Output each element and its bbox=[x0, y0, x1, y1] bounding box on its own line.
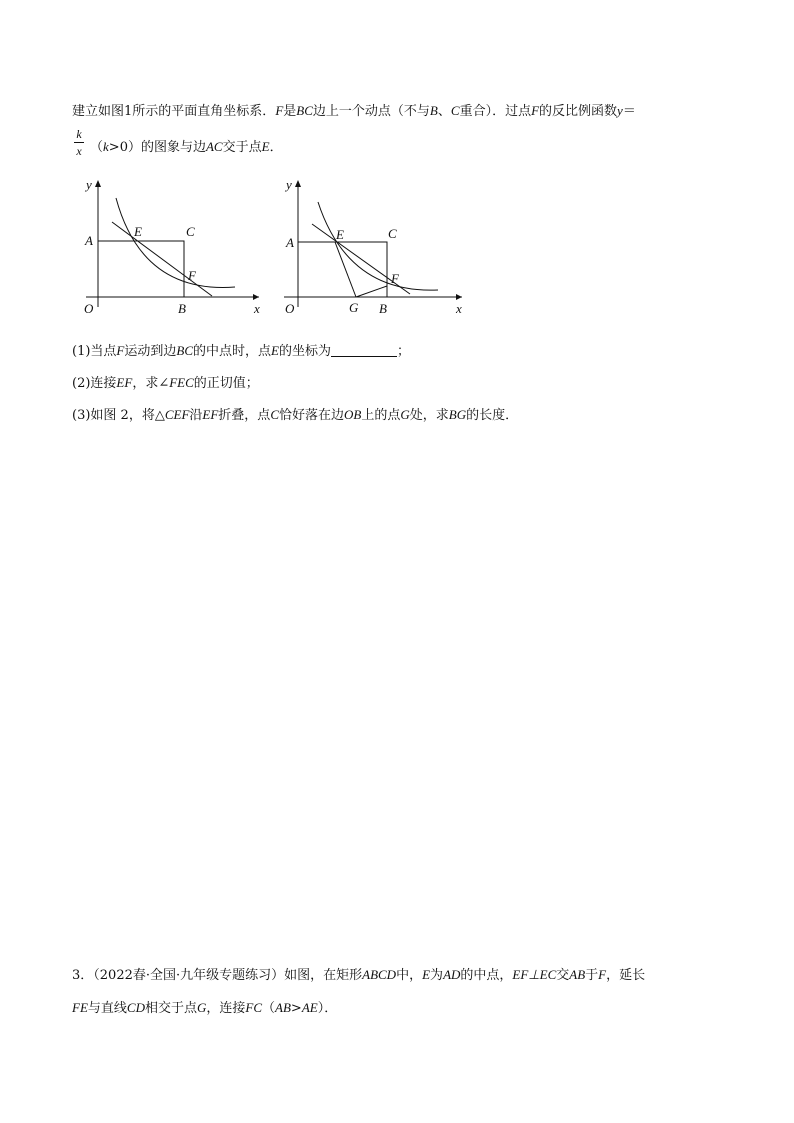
figure1-line-through-e bbox=[112, 222, 212, 296]
fraction-denominator: x bbox=[76, 144, 82, 158]
fraction-k-over-x bbox=[74, 127, 84, 158]
figure1-label-y: y bbox=[86, 177, 92, 192]
figure2-hyperbola bbox=[318, 202, 438, 290]
problem3-line2: FE与直线CD相交于点G，连接FC（AB>AE）． bbox=[72, 1000, 338, 1016]
figure1-label-x: x bbox=[254, 301, 260, 316]
question-3: (3)如图 2，将△CEF沿EF折叠，点C恰好落在边OB上的点G处，求BG的长度． bbox=[72, 407, 519, 423]
figure2-label-o: O bbox=[285, 301, 295, 316]
answer-blank[interactable] bbox=[331, 344, 397, 357]
figure2-segment-gf bbox=[356, 286, 387, 297]
figure-2 bbox=[276, 172, 476, 322]
figure1-rectangle bbox=[98, 241, 184, 297]
figure2-label-g: G bbox=[349, 300, 359, 315]
figure2-label-b: B bbox=[379, 301, 387, 316]
figure2-label-f: F bbox=[391, 271, 399, 286]
figure2-label-x: x bbox=[456, 301, 462, 316]
figure1-label-b: B bbox=[178, 301, 186, 316]
figure2-label-a: A bbox=[286, 235, 294, 250]
fraction-numerator: k bbox=[76, 127, 82, 141]
figure2-label-c: C bbox=[388, 226, 397, 241]
figure-1 bbox=[72, 172, 272, 322]
problem2-intro-line1: 建立如图1所示的平面直角坐标系．F是BC边上一个动点（不与B、C重合）．过点F的反比例函数y＝ bbox=[72, 103, 636, 119]
problem3-line1: 3．（2022春·全国·九年级专题练习）如图，在矩形ABCD中，E为AD的中点，EF⊥EC交AB于F，延长 bbox=[72, 967, 646, 983]
fraction-bar bbox=[74, 142, 84, 143]
figure1-hyperbola bbox=[116, 198, 235, 287]
figure1-label-a: A bbox=[85, 233, 93, 248]
figure2-label-y: y bbox=[286, 177, 292, 192]
figure2-segment-eg bbox=[335, 242, 356, 297]
figure1-label-f: F bbox=[188, 268, 196, 283]
question-2: (2)连接EF，求∠FEC的正切值； bbox=[72, 375, 259, 391]
figure1-label-e: E bbox=[134, 224, 142, 239]
problem2-intro-line2: （k>0）的图象与边AC交于点E． bbox=[90, 139, 283, 155]
figure1-label-o: O bbox=[84, 301, 94, 316]
figure1-label-c: C bbox=[186, 224, 195, 239]
figure2-label-e: E bbox=[336, 227, 344, 242]
question-1: (1)当点F运动到边BC的中点时，点E的坐标为 ； bbox=[72, 343, 411, 359]
